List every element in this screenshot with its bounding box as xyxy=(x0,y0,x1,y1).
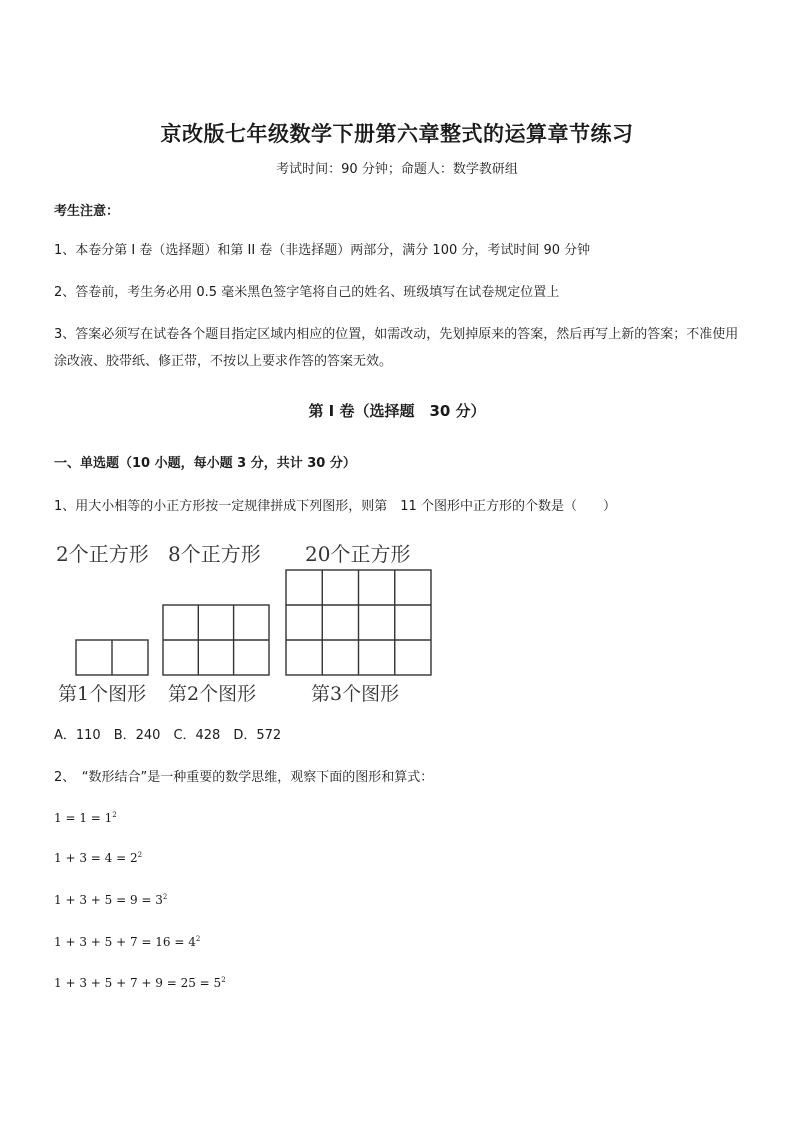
figure-3-caption: 第3个图形 xyxy=(311,683,400,705)
exam-info: 考试时间：90 分钟；命题人：数学教研组 xyxy=(276,162,518,177)
notice-item-1: 1、本卷分第 I 卷（选择题）和第 II 卷（非选择题）两部分，满分 100 分，考试时间 90 分钟 xyxy=(54,243,591,258)
figure-3-count-label: 20个正方形 xyxy=(305,542,411,566)
question-1-options: A．110 B．240 C．428 D．572 xyxy=(54,728,282,743)
equation-3: $1 + 3 + 5 = 9 = 3^2$ xyxy=(54,893,168,907)
figure-1-count-label: 2个正方形 xyxy=(56,542,149,566)
part-title: 一、单选题（10 小题，每小题 3 分，共计 30 分） xyxy=(54,456,356,471)
figure-2-count-label: 8个正方形 xyxy=(168,542,261,566)
equation-5: $1 + 3 + 5 + 7 + 9 = 25 = 5^2$ xyxy=(54,976,226,990)
notice-item-2: 2、答卷前，考生务必用 0.5 毫米黑色签字笔将自己的姓名、班级填写在试卷规定位置上 xyxy=(54,285,560,300)
question-2-text: 2、 “数形结合”是一种重要的数学思维，观察下面的图形和算式： xyxy=(54,770,434,785)
question-1-text: 1、用大小相等的小正方形按一定规律拼成下列图形，则第 11 个图形中正方形的个数是（ ） xyxy=(54,499,616,514)
equation-1: $1 = 1 = 1^2$ xyxy=(54,811,117,825)
figure-2-caption: 第2个图形 xyxy=(168,683,257,705)
equation-2: $1 + 3 = 4 = 2^2$ xyxy=(54,851,143,865)
figure-1-caption: 第1个图形 xyxy=(58,683,147,705)
notice-heading: 考生注意： xyxy=(54,204,120,219)
page-title: 京改版七年级数学下册第六章整式的运算章节练习 xyxy=(160,121,634,146)
equation-4: $1 + 3 + 5 + 7 = 16 = 4^2$ xyxy=(54,935,201,949)
notice-item-3: 3、答案必须写在试卷各个题目指定区域内相应的位置，如需改动，先划掉原来的答案，然后再写上新的答案；不准使用涂改液、胶带纸、修正带，不按以上要求作答的答案无效。 xyxy=(54,327,739,369)
section-title: 第 I 卷（选择题 30 分） xyxy=(308,402,486,420)
